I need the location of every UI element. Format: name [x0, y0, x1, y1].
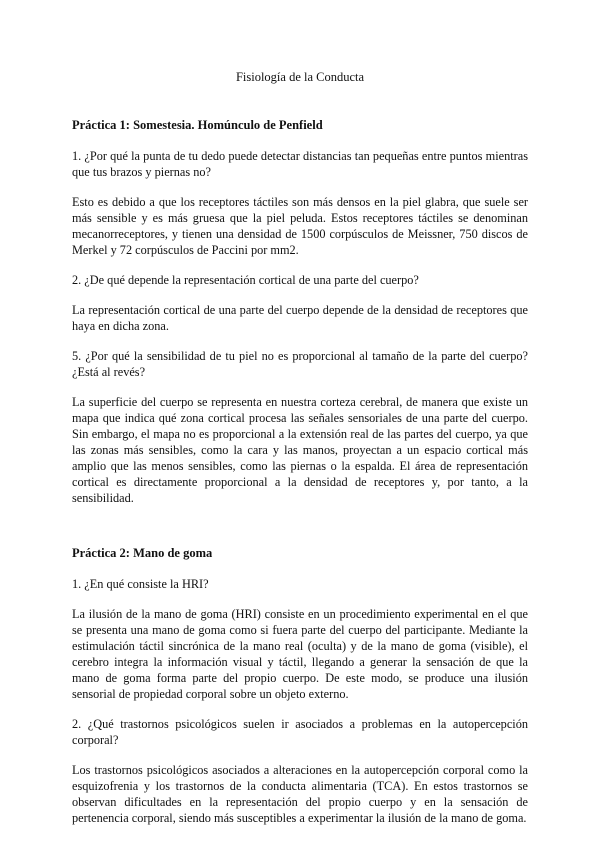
question-1-1: 1. ¿Por qué la punta de tu dedo puede detectar distancias tan pequeñas entre puntos mientras que tus brazos y piernas no? [72, 149, 528, 179]
answer-1-2: La representación cortical de una parte del cuerpo depende de la densidad de receptores que haya en dicha zona. [72, 303, 528, 333]
answer-1-1: Esto es debido a que los receptores táctiles son más densos en la piel glabra, que suele ser más sensible y es más gruesa que la piel peluda. Estos receptores táctiles se denominan mecanorreceptores, y tienen una densidad de 1500 corpúsculos de Meissner, 750 discos de Merkel y 72 corpúsculos de Paccini por mm2. [72, 195, 528, 257]
section-heading-2: Práctica 2: Mano de goma [72, 546, 213, 560]
document-title: Fisiología de la Conducta [235, 70, 365, 84]
question-1-2: 2. ¿De qué depende la representación cortical de una parte del cuerpo? [72, 273, 419, 287]
answer-2-1: La ilusión de la mano de goma (HRI) consiste en un procedimiento experimental en el que se presenta una mano de goma como si fuera parte del cuerpo del participante. Mediante la estimulación táctil sincrónica de la mano real (oculta) y de la mano de goma (visible), el cerebro integra la información visual y táctil, llegando a generar la sensación de que la mano de goma forma parte del propio cuerpo. De este modo, se produce una ilusión sensorial de propiedad corporal sobre un objeto externo. [72, 607, 528, 701]
answer-1-3: La superficie del cuerpo se representa en nuestra corteza cerebral, de manera que existe un mapa que indica qué zona cortical procesa las señales sensoriales de una parte del cuerpo. Sin embargo, el mapa no es proporcional a la extensión real de las partes del cuerpo, ya que las zonas más sensibles, como la cara y las manos, proyectan a un espacio cortical más amplio que las menos sensibles, como las piernas o la espalda. El área de representación cortical es directamente proporcional a la densidad de receptores y, por tanto, a la sensibilidad. [72, 395, 528, 505]
question-2-2: 2. ¿Qué trastornos psicológicos suelen ir asociados a problemas en la autopercepción corporal? [72, 717, 528, 747]
answer-2-2: Los trastornos psicológicos asociados a alteraciones en la autopercepción corporal como la esquizofrenia y los trastornos de la conducta alimentaria (TCA). En estos trastornos se observan dificultades en la representación del propio cuerpo y en la sensación de pertenencia corporal, siendo más susceptibles a experimentar la ilusión de la mano de goma. [72, 763, 528, 825]
document-body [72, 117, 528, 840]
question-2-1: 1. ¿En qué consiste la HRI? [72, 577, 209, 591]
section-heading-1: Práctica 1: Somestesia. Homúnculo de Penfield [72, 118, 323, 132]
question-1-3: 5. ¿Por qué la sensibilidad de tu piel no es proporcional al tamaño de la parte del cuerpo? ¿Está al revés? [72, 349, 528, 379]
section-spacer [72, 520, 528, 545]
